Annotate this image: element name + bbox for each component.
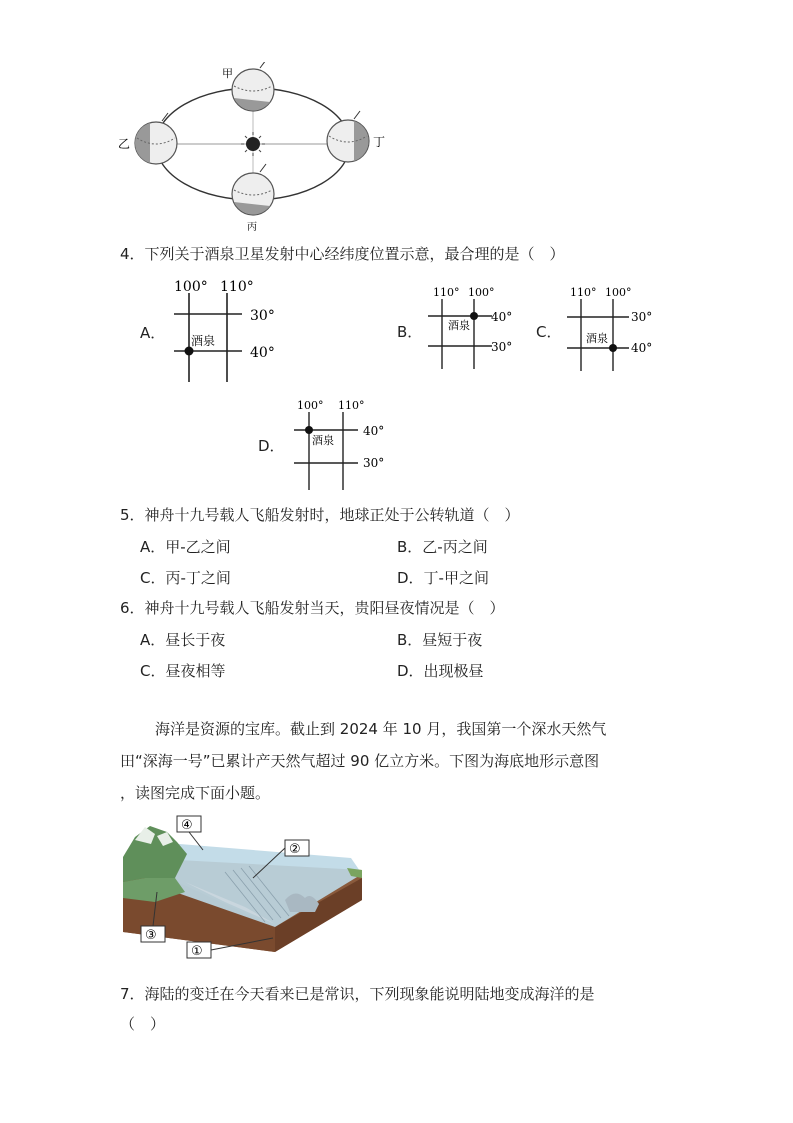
q4-option-a-letter: A．	[140, 324, 166, 342]
b-lat-bottom: 30°	[491, 340, 513, 354]
b-lon-right: 100°	[468, 286, 495, 299]
c-lon-left: 110°	[570, 286, 597, 299]
label-jia: 甲	[222, 67, 233, 80]
earth-jia-icon	[232, 62, 274, 111]
seafloor-diagram	[115, 812, 370, 962]
label-yi: 乙	[118, 137, 131, 151]
label-bing: 丙	[247, 222, 257, 233]
label-ding: 丁	[373, 135, 386, 149]
c-lat-top: 30°	[631, 310, 653, 324]
c-place: 酒泉	[586, 332, 608, 345]
q4-option-d-letter: D．	[258, 437, 285, 455]
d-lon-right: 110°	[338, 399, 365, 412]
q6-option-c: C．昼夜相等	[140, 662, 226, 680]
question-5-stem: 5．神舟十九号载人飞船发射时，地球正处于公转轨道（ ）	[120, 506, 520, 524]
passage-line-1: 海洋是资源的宝库。截止到 2024 年 10 月，我国第一个深水天然气	[155, 720, 607, 738]
a-lon-right: 110°	[220, 279, 254, 295]
question-6-stem: 6．神舟十九号载人飞船发射当天，贵阳昼夜情况是（ ）	[120, 599, 505, 617]
q4-option-c-graphic	[560, 285, 665, 375]
earth-orbit-diagram	[110, 62, 400, 237]
label-4: ④	[181, 818, 193, 833]
d-lon-left: 100°	[297, 399, 324, 412]
jiuquan-point	[470, 312, 478, 320]
b-place: 酒泉	[448, 319, 470, 332]
label-2: ②	[289, 842, 301, 857]
a-place: 酒泉	[191, 334, 216, 348]
q6-option-a: A．昼长于夜	[140, 631, 226, 649]
q4-option-b-graphic	[420, 285, 525, 375]
passage-line-3: ，读图完成下面小题。	[120, 784, 271, 802]
question-4-stem: 4．下列关于酒泉卫星发射中心经纬度位置示意，最合理的是（ ）	[120, 245, 565, 263]
question-7-stem-line-2: （ ）	[120, 1015, 166, 1033]
q5-option-b: B．乙-丙之间	[397, 538, 488, 556]
c-lat-bottom: 40°	[631, 341, 653, 355]
label-1: ①	[191, 944, 203, 959]
q4-option-c-letter: C．	[536, 323, 562, 341]
q6-option-b: B．昼短于夜	[397, 631, 483, 649]
a-lon-left: 100°	[174, 279, 208, 295]
q5-option-a: A．甲-乙之间	[140, 538, 231, 556]
q4-option-a-graphic	[160, 278, 290, 383]
a-lat-top: 30°	[250, 308, 275, 324]
earth-yi-icon	[135, 113, 177, 164]
b-lat-top: 40°	[491, 310, 513, 324]
a-lat-bottom: 40°	[250, 345, 275, 361]
label-3: ③	[145, 928, 157, 943]
q5-option-c: C．丙-丁之间	[140, 569, 231, 587]
passage-line-2: 田“深海一号”已累计产天然气超过 90 亿立方米。下图为海底地形示意图	[120, 752, 600, 770]
d-lat-top: 40°	[363, 424, 385, 438]
q6-option-d: D．出现极昼	[397, 662, 484, 680]
q4-option-d-graphic	[285, 398, 395, 493]
b-lon-left: 110°	[433, 286, 460, 299]
d-lat-bottom: 30°	[363, 456, 385, 470]
c-lon-right: 100°	[605, 286, 632, 299]
d-place: 酒泉	[312, 434, 334, 447]
q5-option-d: D．丁-甲之间	[397, 569, 489, 587]
question-7-stem-line-1: 7．海陆的变迁在今天看来已是常识，下列现象能说明陆地变成海洋的是	[120, 985, 595, 1003]
jiuquan-point	[609, 344, 617, 352]
jiuquan-point	[305, 426, 313, 434]
earth-ding-icon	[327, 111, 369, 162]
q4-option-b-letter: B．	[397, 323, 423, 341]
